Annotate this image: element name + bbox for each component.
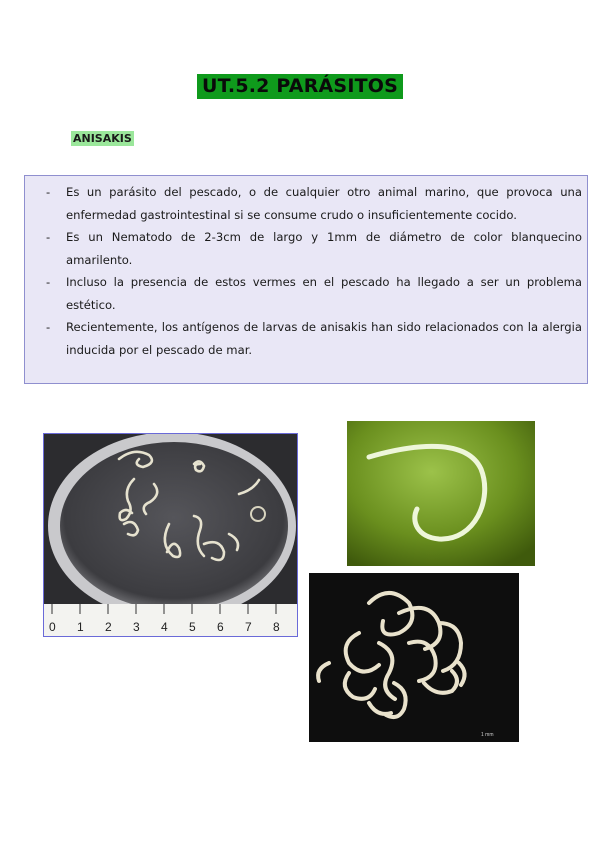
list-item bbox=[46, 181, 582, 226]
bullet-text: Incluso la presencia de estos vermes en el pescado ha llegado a ser un problema estético. bbox=[66, 275, 582, 312]
page-title: UT.5.2 PARÁSITOS bbox=[197, 74, 403, 99]
section-heading: ANISAKIS bbox=[73, 132, 132, 145]
larva-green-image bbox=[347, 421, 535, 566]
ruler-label: 3 bbox=[133, 620, 140, 634]
bullet-marker: - bbox=[46, 230, 51, 244]
info-box bbox=[24, 175, 588, 384]
petri-dish-photo bbox=[43, 433, 298, 637]
bullet-list bbox=[46, 181, 582, 361]
bullet-marker: - bbox=[46, 275, 51, 289]
ruler-label: 2 bbox=[105, 620, 112, 634]
bullet-marker: - bbox=[46, 320, 51, 334]
ruler-label: 0 bbox=[49, 620, 56, 634]
ruler-label: 7 bbox=[245, 620, 252, 634]
ruler-label: 8 bbox=[273, 620, 280, 634]
ruler-label: 5 bbox=[189, 620, 196, 634]
scale-label: 1 mm bbox=[481, 732, 494, 738]
bullet-marker: - bbox=[46, 185, 51, 199]
list-item bbox=[46, 271, 582, 316]
bullet-text: Es un Nematodo de 2-3cm de largo y 1mm de diámetro de color blanquecino amarilento. bbox=[66, 230, 582, 267]
petri-dish-image bbox=[44, 434, 298, 637]
ruler-label: 6 bbox=[217, 620, 224, 634]
bullet-text: Es un parásito del pescado, o de cualquier otro animal marino, que provoca una enfermedad gastrointestinal si se consume crudo o insuficientemente cocido. bbox=[66, 185, 582, 222]
ruler-label: 1 bbox=[77, 620, 84, 634]
larvae-cluster-photo bbox=[309, 573, 519, 742]
larva-green-photo bbox=[347, 421, 535, 566]
larvae-cluster-image bbox=[309, 573, 519, 742]
bullet-text: Recientemente, los antígenos de larvas de anisakis han sido relacionados con la alergia inducida por el pescado de mar. bbox=[66, 320, 582, 357]
ruler-label: 4 bbox=[161, 620, 168, 634]
list-item bbox=[46, 316, 582, 361]
list-item bbox=[46, 226, 582, 271]
